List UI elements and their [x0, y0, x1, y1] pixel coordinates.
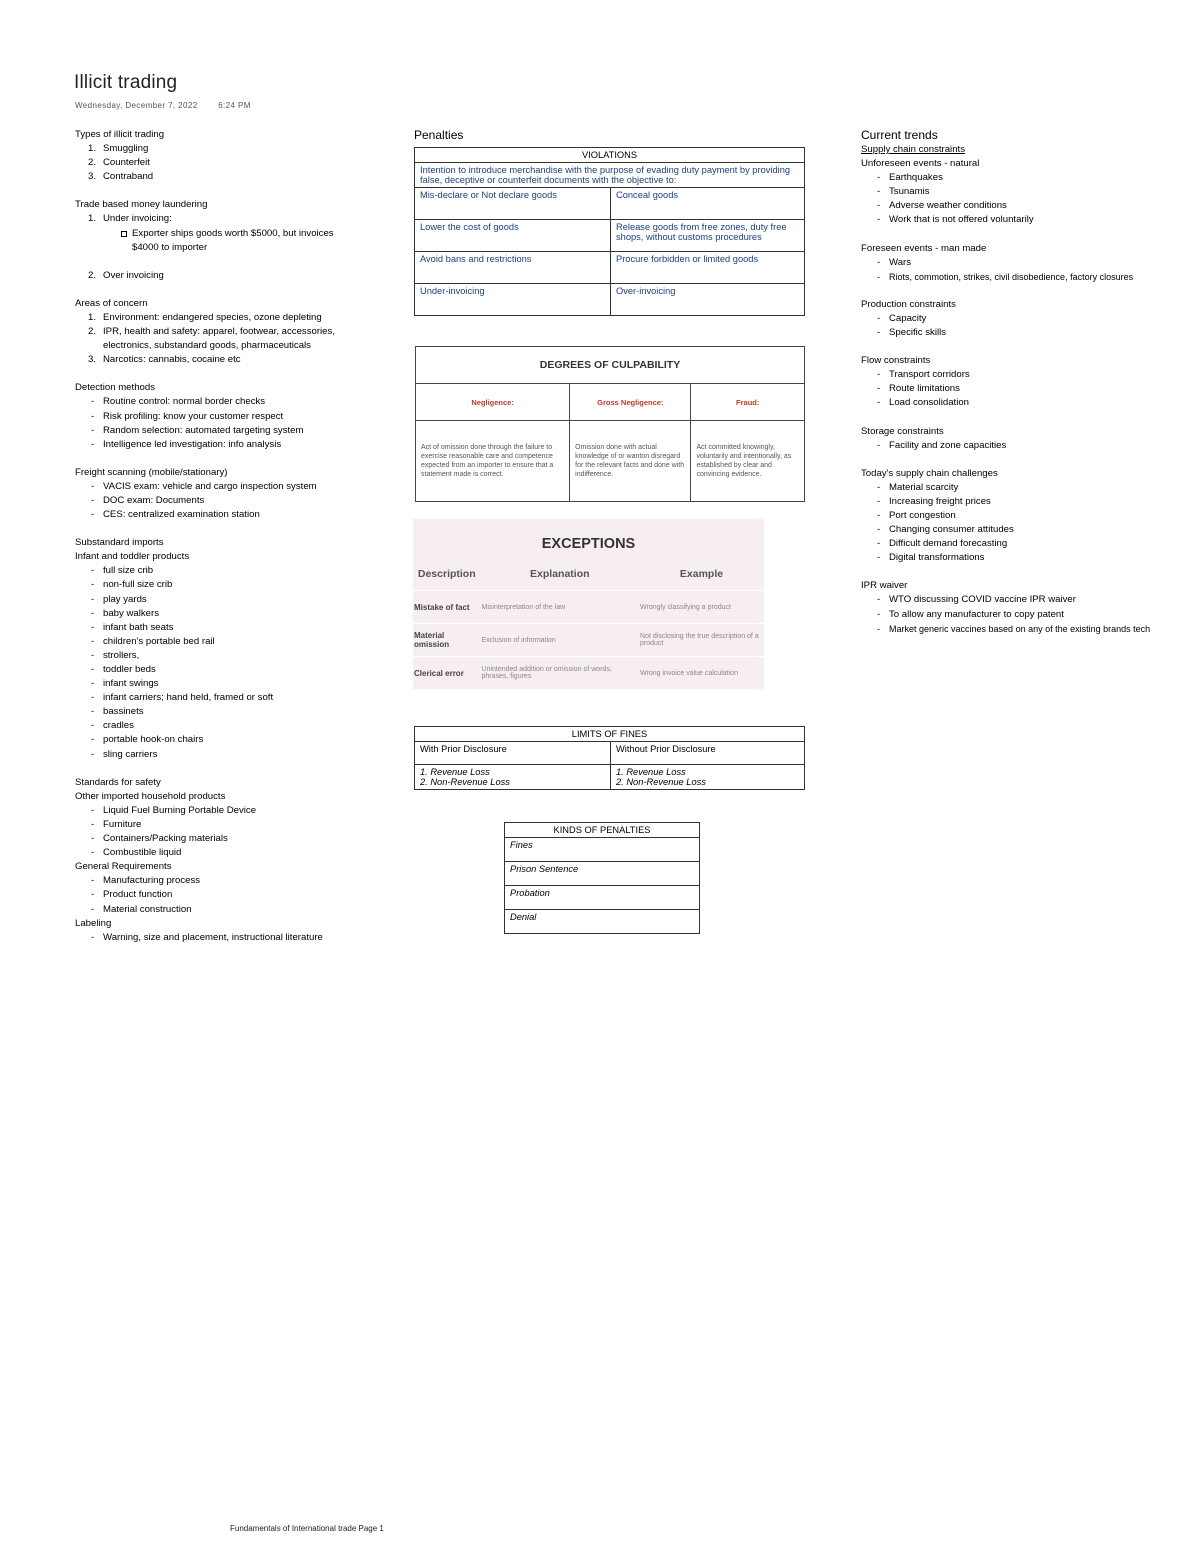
table-header: Without Prior Disclosure	[611, 742, 805, 765]
table-header: Example	[679, 568, 724, 580]
list-item: - Routine control: normal border checks	[75, 395, 375, 409]
list-item: - infant bath seats	[75, 621, 375, 635]
page-title: Illicit trading	[74, 72, 178, 93]
table-cell: Prison Sentence	[505, 862, 700, 886]
today-list	[861, 481, 1191, 566]
table-cell: Mis-declare or Not declare goods	[415, 188, 611, 220]
general-heading: General Requirements	[75, 861, 172, 873]
table-cell: Probation	[505, 886, 700, 910]
list-item: - Work that is not offered voluntarily	[861, 213, 1191, 227]
list-item: 2. Non-Revenue Loss	[420, 777, 510, 787]
list-item: - Difficult demand forecasting	[861, 537, 1191, 551]
list-item: - bassinets	[75, 705, 375, 719]
list-item: 2. Counterfeit	[88, 157, 150, 169]
table-cell: Procure forbidden or limited goods	[611, 252, 805, 284]
table-cell: Conceal goods	[611, 188, 805, 220]
list-item: Exporter ships goods worth $5000, but invoices $4000 to importer	[75, 227, 352, 255]
list-item: - Tsunamis	[861, 185, 1191, 199]
other-heading: Other imported household products	[75, 790, 226, 802]
storage-list	[861, 439, 1191, 453]
list-item: - Material construction	[75, 903, 375, 917]
detection-list	[75, 395, 375, 451]
freight-heading: Freight scanning (mobile/stationary)	[75, 466, 228, 478]
unforeseen-heading: Unforeseen events - natural	[861, 158, 980, 170]
list-item: 1. Revenue Loss	[420, 767, 490, 777]
list-item: - non-full size crib	[75, 578, 375, 592]
violations-table	[414, 147, 805, 316]
list-item: - Digital transformations	[861, 551, 1191, 565]
list-item: 3. Narcotics: cannabis, cocaine etc	[88, 354, 241, 366]
flow-heading: Flow constraints	[861, 355, 931, 367]
list-item: - Earthquakes	[861, 171, 1191, 185]
today-heading: Today's supply chain challenges	[861, 467, 998, 479]
list-item: - Route limitations	[861, 382, 1191, 396]
table-cell: Misinterpretation of the law	[481, 591, 640, 624]
table-header: Gross Negligence:	[570, 384, 691, 421]
table-cell: Lower the cost of goods	[415, 220, 611, 252]
list-item: 2. Non-Revenue Loss	[616, 777, 706, 787]
list-item: - portable hook-on chairs	[75, 733, 375, 747]
other-list	[75, 804, 375, 860]
page-date: Wednesday, December 7, 2022	[75, 101, 198, 110]
page-time: 6:24 PM	[218, 101, 251, 110]
table-cell: Mistake of fact	[413, 591, 481, 624]
list-item: 1. Under invoicing:	[88, 213, 172, 225]
list-item: 2. Over invoicing	[88, 269, 164, 281]
date-line	[75, 101, 251, 110]
list-item: 1. Revenue Loss	[616, 767, 686, 777]
list-item: - sling carriers	[75, 748, 375, 762]
infant-list	[75, 564, 375, 761]
exceptions-title: EXCEPTIONS	[413, 519, 764, 559]
freight-list	[75, 480, 375, 522]
tbml-sub-list	[75, 227, 375, 255]
list-item: - Wars	[861, 256, 1191, 270]
labeling-list	[75, 931, 375, 945]
list-item: - WTO discussing COVID vaccine IPR waiver	[861, 593, 1191, 607]
tbml-list	[75, 212, 375, 226]
limits-title: LIMITS OF FINES	[415, 727, 805, 742]
foreseen-list	[861, 256, 1191, 284]
kinds-table	[504, 822, 700, 934]
list-item: 3. Contraband	[88, 171, 154, 183]
table-cell: Denial	[505, 910, 700, 934]
list-item: - Warning, size and placement, instructional literature	[75, 931, 375, 945]
ipr-heading: IPR waiver	[861, 580, 908, 592]
table-header: With Prior Disclosure	[415, 742, 611, 765]
areas-heading: Areas of concern	[75, 297, 148, 309]
standards-heading: Standards for safety	[75, 776, 161, 788]
list-item: - VACIS exam: vehicle and cargo inspection system	[75, 480, 375, 494]
list-item: - Capacity	[861, 312, 1191, 326]
table-cell	[611, 765, 805, 790]
degrees-title: DEGREES OF CULPABILITY	[416, 347, 805, 384]
table-cell: Fines	[505, 838, 700, 862]
list-item: - Manufacturing process	[75, 874, 375, 888]
list-item: - Containers/Packing materials	[75, 832, 375, 846]
list-item: - Furniture	[75, 818, 375, 832]
kinds-title: KINDS OF PENALTIES	[505, 823, 700, 838]
substandard-heading: Substandard imports	[75, 537, 164, 549]
list-item: - Product function	[75, 888, 375, 902]
general-list	[75, 874, 375, 916]
tbml-list-2	[75, 269, 375, 283]
table-cell: Clerical error	[413, 657, 481, 690]
tbml-heading: Trade based money laundering	[75, 199, 208, 211]
list-item: - Material scarcity	[861, 481, 1191, 495]
list-item: - Transport corridors	[861, 368, 1191, 382]
table-cell: Over-invoicing	[611, 284, 805, 316]
table-cell: Omission done with actual knowledge of or wanton disregard for the relevant facts and done with indifference.	[570, 421, 691, 502]
table-cell: Act of omission done through the failure to exercise reasonable care and competence expected from an importer to ensure that a statement made is correct.	[416, 421, 570, 502]
foreseen-heading: Foreseen events - man made	[861, 242, 987, 254]
unforeseen-list	[861, 171, 1191, 227]
list-item: - infant carriers; hand held, framed or soft	[75, 691, 375, 705]
list-item: 1. Smuggling	[88, 143, 149, 155]
violations-lead: Intention to introduce merchandise with the purpose of evading duty payment by providing false, deceptive or counterfeit documents with the objective to:	[415, 163, 805, 188]
list-item: - Market generic vaccines based on any of the existing brands tech	[861, 622, 1191, 636]
limits-table	[414, 726, 805, 790]
table-cell: Under-invoicing	[415, 284, 611, 316]
list-item: 1. Environment: endangered species, ozone depleting	[88, 311, 322, 323]
table-cell	[415, 765, 611, 790]
list-item: - Risk profiling: know your customer respect	[75, 410, 375, 424]
table-header: Description	[417, 568, 476, 580]
degrees-table	[415, 346, 805, 502]
list-item: - infant swings	[75, 677, 375, 691]
page-footer: Fundamentals of International trade Page 1	[230, 1524, 384, 1533]
list-item: - CES: centralized examination station	[75, 508, 375, 522]
table-header: Negligence:	[416, 384, 570, 421]
table-cell: Release goods from free zones, duty free shops, without customs procedures	[611, 220, 805, 252]
list-item: - Liquid Fuel Burning Portable Device	[75, 804, 375, 818]
production-heading: Production constraints	[861, 298, 956, 310]
list-item: - Load consolidation	[861, 396, 1191, 410]
detection-heading: Detection methods	[75, 382, 155, 394]
exceptions-table	[413, 518, 764, 689]
list-item: - Port congestion	[861, 509, 1191, 523]
ipr-list	[861, 593, 1191, 635]
violations-title: VIOLATIONS	[415, 148, 805, 163]
list-item: - Changing consumer attitudes	[861, 523, 1191, 537]
table-cell: Exclusion of information	[481, 624, 640, 657]
table-cell: Not disclosing the true description of a product	[639, 624, 764, 657]
storage-heading: Storage constraints	[861, 425, 944, 437]
penalties-heading-wrap	[414, 128, 463, 143]
types-heading: Types of illicit trading	[75, 129, 165, 140]
list-item: - Intelligence led investigation: info analysis	[75, 438, 375, 452]
infant-heading: Infant and toddler products	[75, 551, 190, 563]
table-cell: Act committed knowingly, voluntarily and intentionally, as established by clear and convincing evidence.	[691, 421, 805, 502]
left-column	[75, 128, 375, 945]
table-header: Explanation	[530, 568, 590, 580]
production-list	[861, 312, 1191, 340]
list-item: - Facility and zone capacities	[861, 439, 1191, 453]
list-item: 2. IPR, health and safety: apparel, footwear, accessories, electronics, substandard goods, pharmaceuticals	[88, 326, 335, 352]
table-cell: Avoid bans and restrictions	[415, 252, 611, 284]
list-item: - Combustible liquid	[75, 846, 375, 860]
list-item: - toddler beds	[75, 663, 375, 677]
table-header: Fraud:	[691, 384, 805, 421]
list-item: - Adverse weather conditions	[861, 199, 1191, 213]
supply-heading: Supply chain constraints	[861, 144, 965, 155]
list-item: - To allow any manufacturer to copy patent	[861, 608, 1191, 622]
list-item: - DOC exam: Documents	[75, 494, 375, 508]
trends-heading: Current trends	[861, 128, 938, 142]
penalties-heading: Penalties	[414, 128, 464, 142]
list-item: - Random selection: automated targeting system	[75, 424, 375, 438]
right-column	[861, 128, 1191, 636]
table-cell: Wrongly classifying a product	[639, 591, 764, 624]
flow-list	[861, 368, 1191, 410]
list-item: - full size crib	[75, 564, 375, 578]
areas-list	[75, 311, 375, 367]
list-item: - strollers,	[75, 649, 375, 663]
table-cell: Material omission	[413, 624, 481, 657]
list-item: - Increasing freight prices	[861, 495, 1191, 509]
list-item: - play yards	[75, 593, 375, 607]
labeling-heading: Labeling	[75, 917, 112, 929]
list-item: - cradles	[75, 719, 375, 733]
list-item: - baby walkers	[75, 607, 375, 621]
list-item: - Specific skills	[861, 326, 1191, 340]
list-item: - children's portable bed rail	[75, 635, 375, 649]
list-item: - Riots, commotion, strikes, civil disobedience, factory closures	[861, 270, 1191, 284]
table-cell: Unintended addition or omission of words, phrases, figures	[481, 657, 640, 690]
table-cell: Wrong invoice value calculation	[639, 657, 764, 690]
types-list	[75, 142, 375, 184]
